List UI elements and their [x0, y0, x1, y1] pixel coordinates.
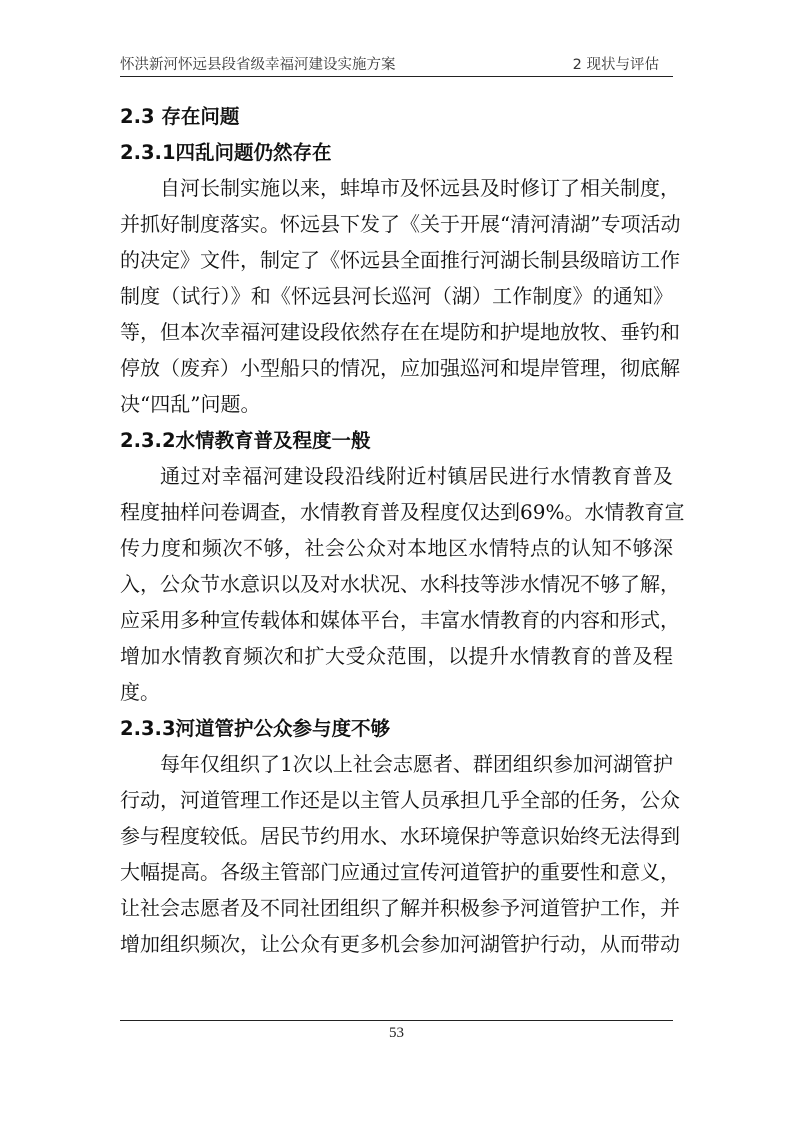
- text-line: 自河长制实施以来，蚌埠市及怀远县及时修订了相关制度，: [160, 176, 680, 200]
- subsection-heading: 2.3.1四乱问题仍然存在: [120, 141, 332, 164]
- footer-divider: [120, 1020, 673, 1021]
- text-line: 应采用多种宣传载体和媒体平台，丰富水情教育的内容和形式，: [120, 608, 680, 632]
- text-line: 每年仅组织了1次以上社会志愿者、群团组织参加河湖管护: [160, 752, 673, 776]
- text-line: 的决定》文件，制定了《怀远县全面推行河湖长制县级暗访工作: [120, 248, 680, 272]
- subsection-heading: 2.3.3河道管护公众参与度不够: [120, 717, 391, 740]
- paragraph: [120, 458, 685, 710]
- text-line: 停放（废弃）小型船只的情况，应加强巡河和堤岸管理，彻底解: [120, 356, 680, 380]
- text-line: 入，公众节水意识以及对水状况、水科技等涉水情况不够了解，: [120, 572, 680, 596]
- section-heading: 2.3 存在问题: [120, 105, 240, 128]
- text-line: 增加水情教育频次和扩大受众范围，以提升水情教育的普及程: [120, 644, 673, 668]
- text-line: 增加组织频次，让公众有更多机会参加河湖管护行动，从而带动: [120, 932, 680, 956]
- text-line: 通过对幸福河建设段沿线附近村镇居民进行水情教育普及: [160, 464, 673, 488]
- text-line: 程度抽样问卷调查，水情教育普及程度仅达到69%。水情教育宣: [120, 500, 685, 524]
- text-line: 行动，河道管理工作还是以主管人员承担几乎全部的任务，公众: [120, 788, 680, 812]
- text-line: 参与程度较低。居民节约用水、水环境保护等意识始终无法得到: [120, 824, 680, 848]
- subsection-heading: 2.3.2水情教育普及程度一般: [120, 429, 371, 452]
- text-line: 并抓好制度落实。怀远县下发了《关于开展“清河清湖”专项活动: [120, 212, 681, 236]
- page-header: [120, 50, 673, 77]
- text-line: 制度（试行）》和《怀远县河长巡河（湖）工作制度》的通知》: [120, 284, 673, 308]
- text-line: 度。: [120, 680, 160, 704]
- text-line: 大幅提高。各级主管部门应通过宣传河道管护的重要性和意义，: [120, 860, 680, 884]
- paragraph: [120, 746, 680, 962]
- text-line: 传力度和频次不够，社会公众对本地区水情特点的认知不够深: [120, 536, 673, 560]
- text-line: 决“四乱”问题。: [120, 392, 261, 416]
- text-line: 让社会志愿者及不同社团组织了解并积极参予河道管护工作，并: [120, 896, 680, 920]
- text-line: 等，但本次幸福河建设段依然存在在堤防和护堤地放牧、垂钓和: [120, 320, 680, 344]
- paragraph: [120, 170, 681, 422]
- page-number: 53: [389, 1025, 404, 1041]
- header-document-title: 怀洪新河怀远县段省级幸福河建设实施方案: [120, 57, 396, 73]
- header-chapter-title: 2 现状与评估: [572, 57, 659, 73]
- document-body: [120, 97, 685, 964]
